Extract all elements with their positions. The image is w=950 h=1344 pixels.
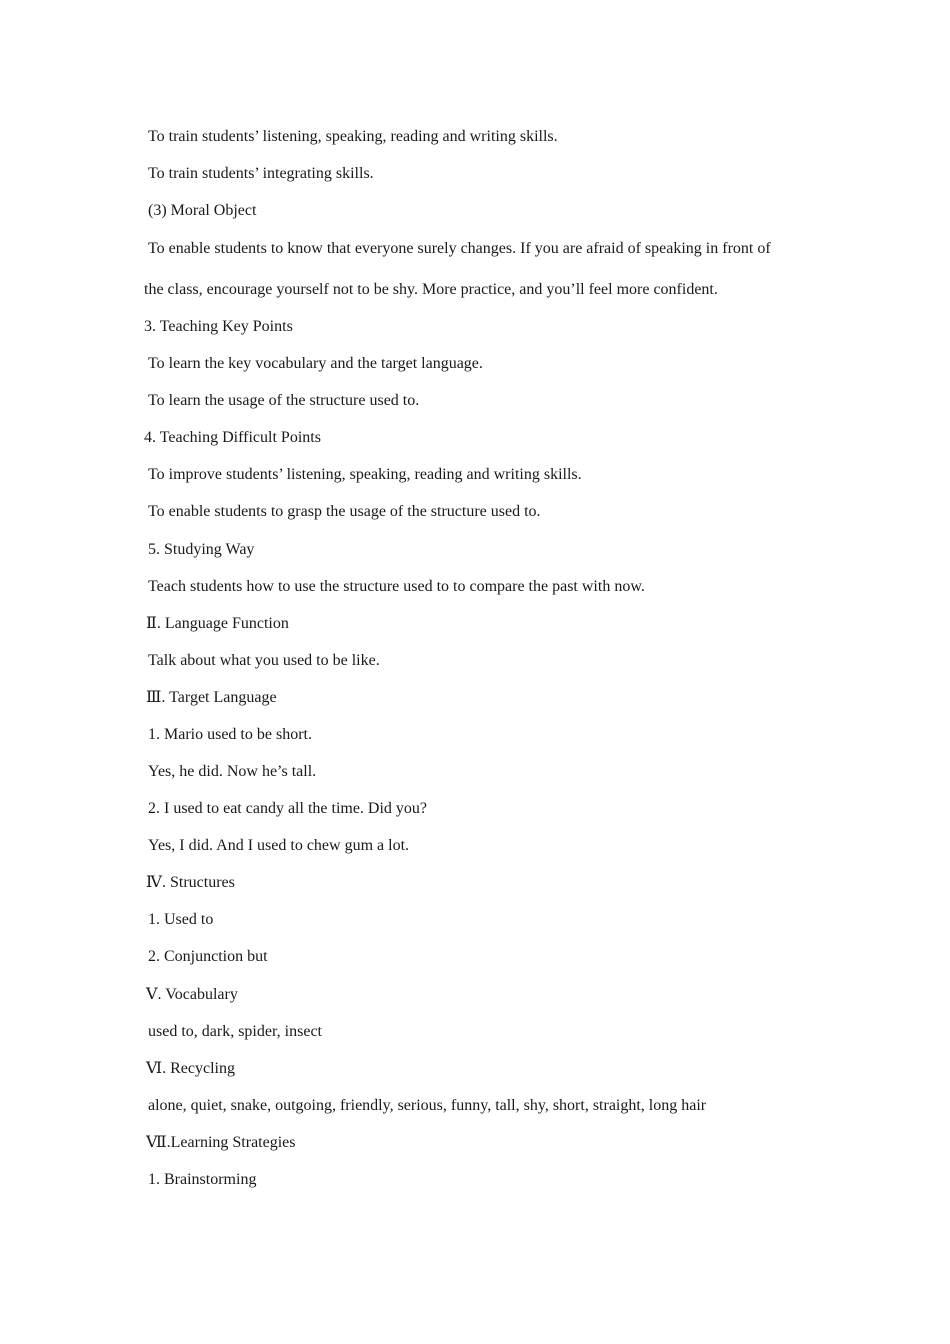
- text-line: 1. Used to: [148, 911, 214, 928]
- section-heading: Ⅱ. Language Function: [146, 615, 289, 632]
- section-heading: Ⅵ. Recycling: [146, 1060, 235, 1077]
- text-line: Talk about what you used to be like.: [148, 652, 380, 669]
- section-heading: Ⅳ. Structures: [146, 874, 235, 891]
- text-line: 1. Mario used to be short.: [148, 726, 312, 743]
- section-heading: 5. Studying Way: [148, 541, 255, 558]
- text-line: To improve students’ listening, speaking, reading and writing skills.: [148, 466, 582, 483]
- section-heading: 4. Teaching Difficult Points: [144, 429, 321, 446]
- text-line: To enable students to know that everyone surely changes. If you are afraid of speaking in front of: [148, 240, 771, 257]
- text-line: To learn the key vocabulary and the target language.: [148, 355, 483, 372]
- text-line: To learn the usage of the structure used to.: [148, 392, 420, 409]
- section-heading: Ⅴ. Vocabulary: [146, 986, 238, 1003]
- text-line: Teach students how to use the structure used to to compare the past with now.: [148, 578, 645, 595]
- text-line: Yes, he did. Now he’s tall.: [148, 763, 317, 780]
- text-line: To enable students to grasp the usage of the structure used to.: [148, 503, 541, 520]
- section-heading: Ⅶ.Learning Strategies: [146, 1134, 296, 1151]
- text-line: the class, encourage yourself not to be shy. More practice, and you’ll feel more confident.: [144, 281, 718, 298]
- text-line: 2. I used to eat candy all the time. Did you?: [148, 800, 428, 817]
- text-line: used to, dark, spider, insect: [148, 1023, 322, 1040]
- section-heading: (3) Moral Object: [148, 202, 257, 219]
- text-line: 2. Conjunction but: [148, 948, 268, 965]
- section-heading: Ⅲ. Target Language: [146, 689, 277, 706]
- text-line: To train students’ integrating skills.: [148, 165, 374, 182]
- text-line: To train students’ listening, speaking, reading and writing skills.: [148, 128, 558, 145]
- text-line: Yes, I did. And I used to chew gum a lot.: [148, 837, 410, 854]
- section-heading: 3. Teaching Key Points: [144, 318, 293, 335]
- text-line: 1. Brainstorming: [148, 1171, 257, 1188]
- text-line: alone, quiet, snake, outgoing, friendly, serious, funny, tall, shy, short, straight, long hair: [148, 1097, 707, 1114]
